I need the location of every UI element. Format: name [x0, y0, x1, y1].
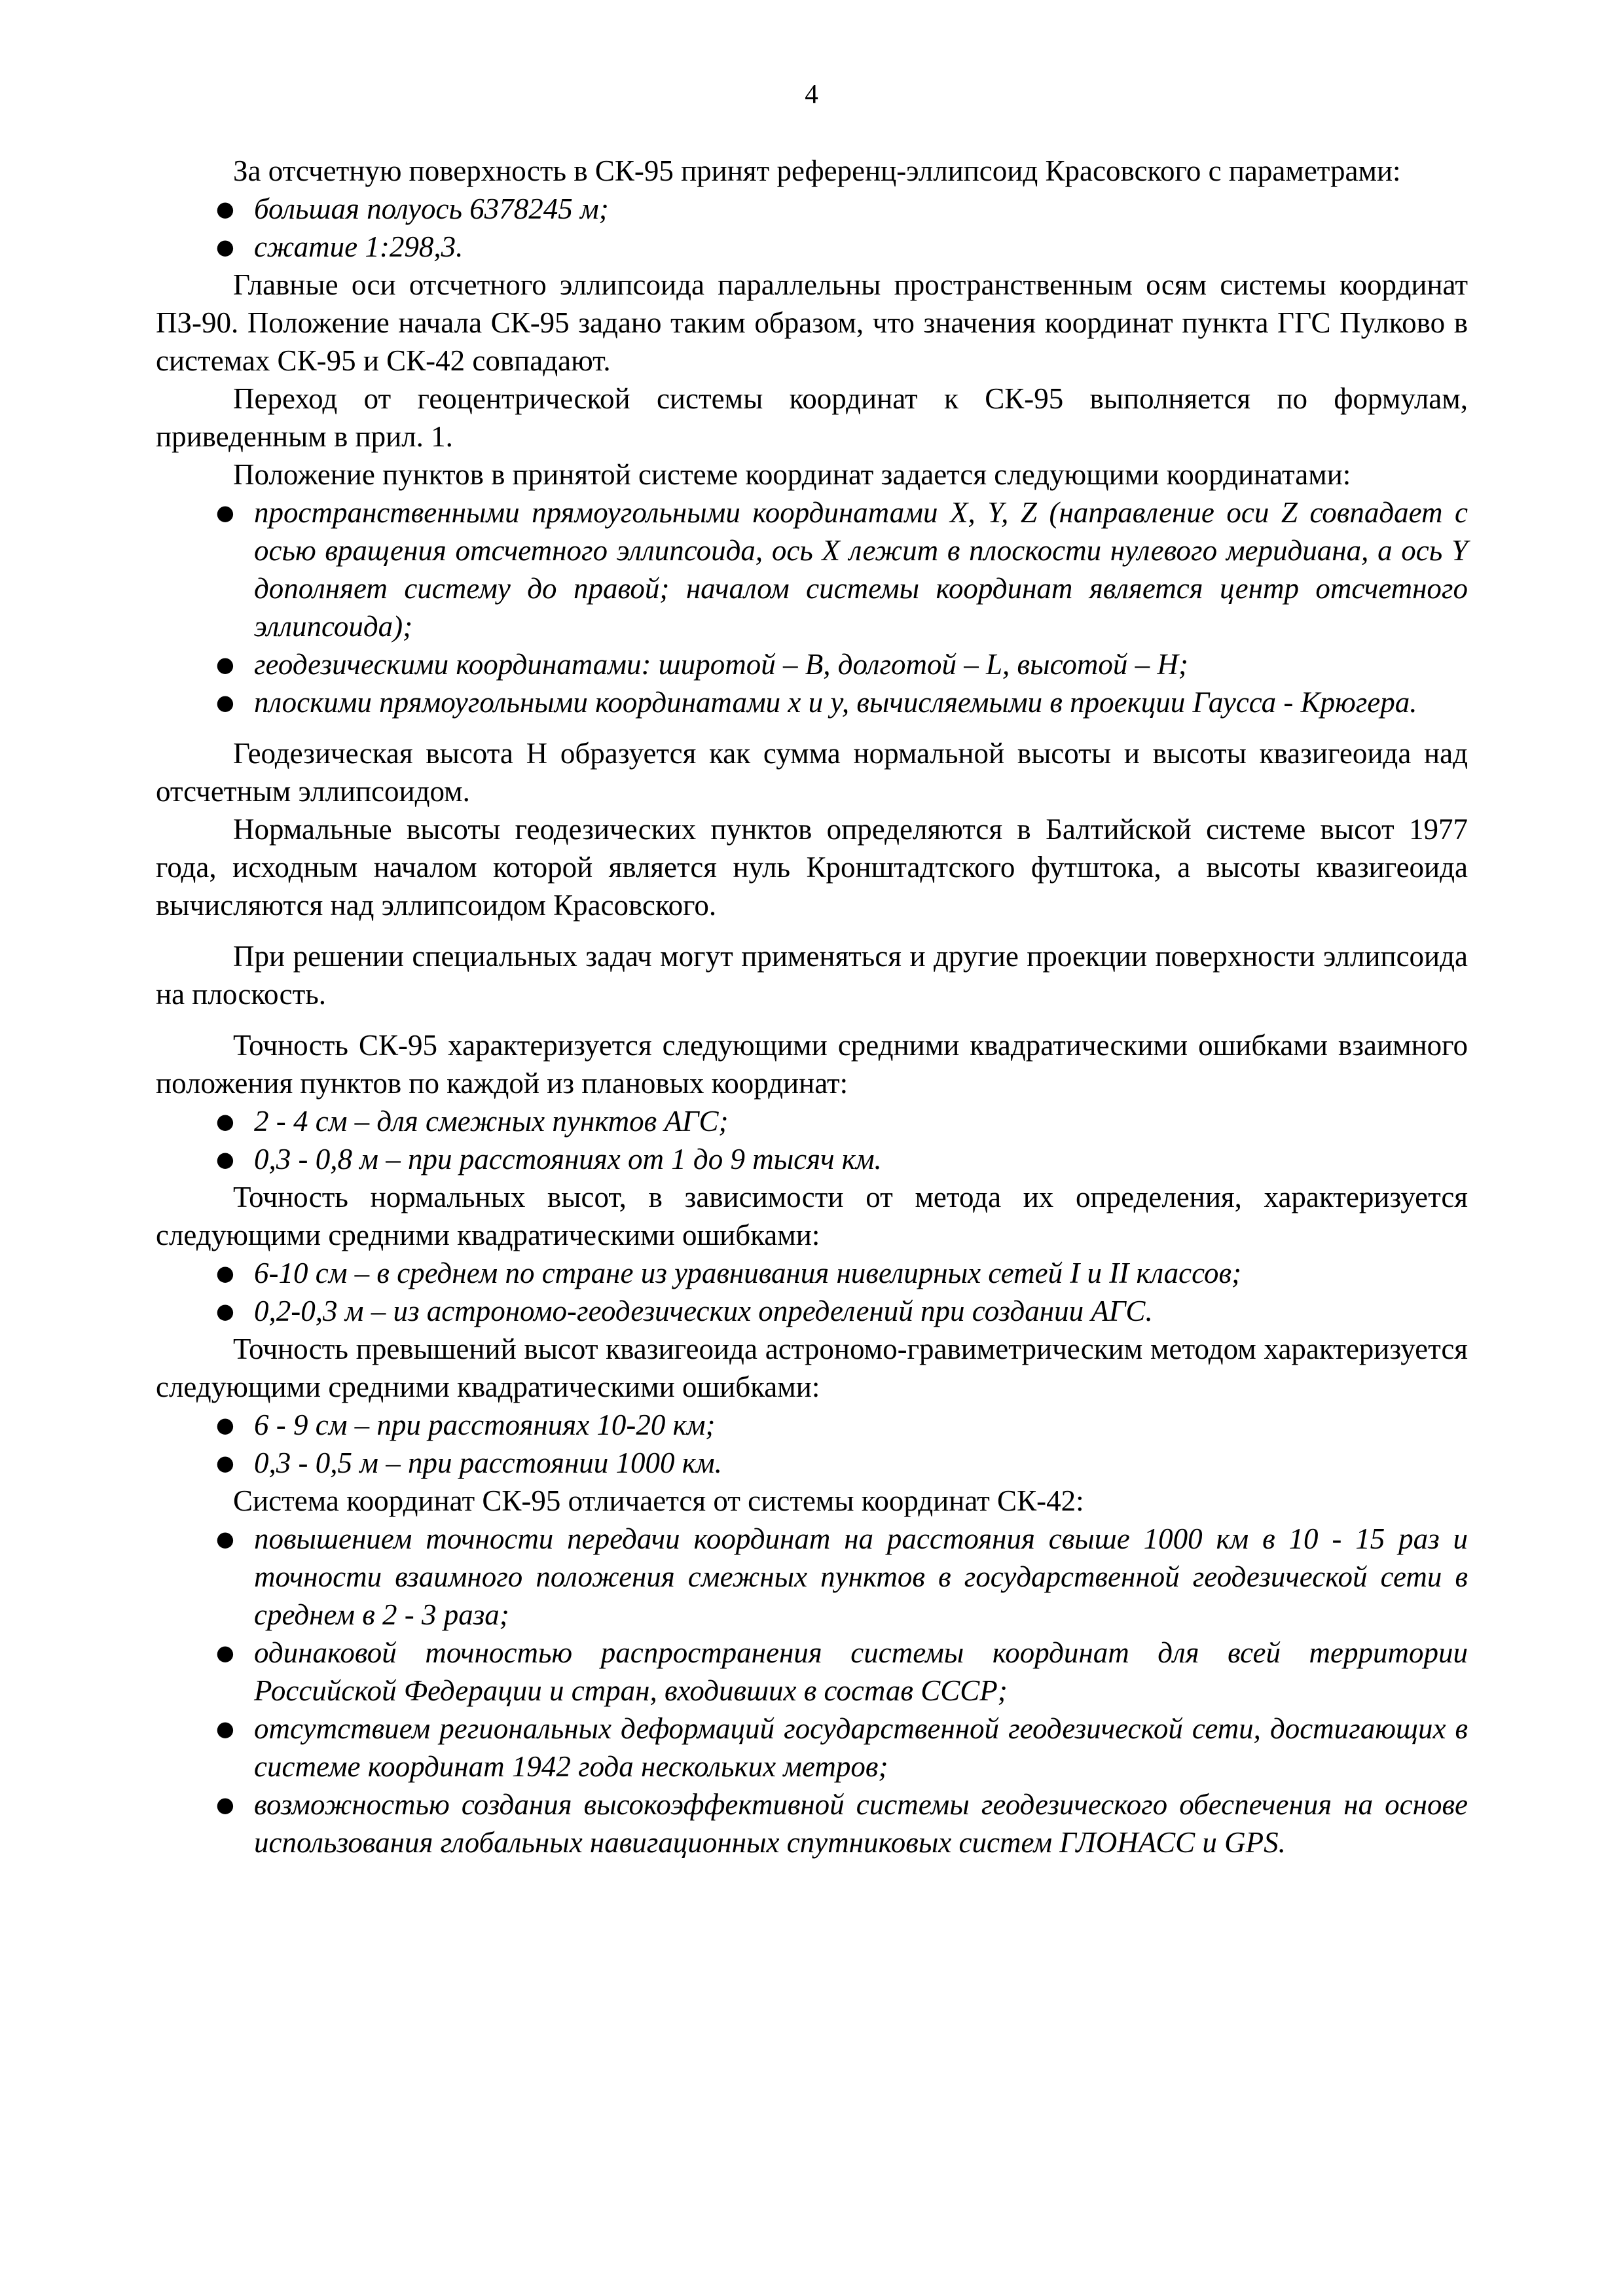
- paragraph: Геодезическая высота H образуется как сумма нормальной высоты и высоты квазигеоида над отсчетным эллипсоидом.: [156, 737, 1468, 808]
- list-item: [156, 493, 1468, 645]
- bullet-icon: ●: [216, 1261, 234, 1285]
- bullet-icon: ●: [216, 234, 234, 259]
- list-item: [156, 1785, 1468, 1861]
- list-item-text: одинаковой точностью распространения системы координат для всей территории Российской Федерации и стран, входивших в состав СССР;: [254, 1636, 1468, 1707]
- list-item: [156, 1140, 1468, 1178]
- list-item-text: 0,3 - 0,8 м – при расстояниях от 1 до 9 тысяч км.: [254, 1143, 882, 1175]
- bullet-icon: ●: [216, 1792, 234, 1817]
- list-item: [156, 1102, 1468, 1140]
- paragraph: Точность СК-95 характеризуется следующими средними квадратическими ошибками взаимного положения пунктов по каждой из плановых координат:: [156, 1029, 1468, 1100]
- list-item: [156, 228, 1468, 266]
- paragraph: За отсчетную поверхность в СК-95 принят референц-эллипсоид Красовского с параметрами:: [233, 154, 1401, 187]
- bullet-list: [156, 493, 1468, 721]
- list-item: [156, 683, 1468, 721]
- list-item: [156, 190, 1468, 228]
- paragraph: Переход от геоцентрической системы координат к СК-95 выполняется по формулам, приведенным в прил. 1.: [156, 382, 1468, 453]
- list-item-text: пространственными прямоугольными координатами X, Y, Z (направление оси Z совпадает с осью вращения отсчетного эллипсоида, ось X лежит в плоскости нулевого меридиана, а ось Y дополняет систему до правой; началом системы координат является центр отсчетного эллипсоида);: [254, 496, 1468, 643]
- list-item: [156, 1444, 1468, 1482]
- list-item-text: 0,2-0,3 м – из астрономо-геодезических определений при создании АГС.: [254, 1295, 1153, 1327]
- bullet-icon: ●: [216, 1450, 234, 1475]
- bullet-icon: ●: [216, 500, 234, 525]
- list-item: [156, 1520, 1468, 1634]
- list-item-text: большая полуось 6378245 м;: [254, 192, 609, 225]
- paragraph: Система координат СК-95 отличается от системы координат СК-42:: [233, 1484, 1084, 1517]
- list-item-text: отсутствием региональных деформаций государственной геодезической сети, достигающих в системе координат 1942 года нескольких метров;: [254, 1712, 1468, 1783]
- bullet-list: [156, 1102, 1468, 1178]
- list-item-text: плоскими прямоугольными координатами x и y, вычисляемыми в проекции Гаусса - Крюгера.: [254, 686, 1417, 719]
- list-item-text: сжатие 1:298,3.: [254, 230, 464, 263]
- list-item: [156, 1254, 1468, 1292]
- bullet-icon: ●: [216, 1640, 234, 1665]
- bullet-icon: ●: [216, 652, 234, 677]
- list-item-text: 6 - 9 см – при расстояниях 10-20 км;: [254, 1408, 716, 1441]
- bullet-icon: ●: [216, 196, 234, 221]
- list-item-text: 2 - 4 см – для смежных пунктов АГС;: [254, 1105, 729, 1138]
- paragraph: Точность нормальных высот, в зависимости от метода их определения, характеризуется следующими средними квадратическими ошибками:: [156, 1181, 1468, 1251]
- paragraph: Нормальные высоты геодезических пунктов определяются в Балтийской системе высот 1977 года, исходным началом которой является нуль Кронштадтского футштока, а высоты квазигеоида вычисляются над эллипсоидом Красовского.: [156, 813, 1468, 922]
- page-number: 4: [805, 79, 818, 109]
- paragraph: При решении специальных задач могут применяться и другие проекции поверхности эллипсоида на плоскость.: [156, 940, 1468, 1011]
- paragraph: Точность превышений высот квазигеоида астрономо-гравиметрическим методом характеризуется следующими средними квадратическими ошибками:: [156, 1333, 1468, 1403]
- list-item: [156, 1292, 1468, 1330]
- list-item: [156, 1406, 1468, 1444]
- bullet-icon: ●: [216, 1412, 234, 1437]
- bullet-icon: ●: [216, 1716, 234, 1741]
- list-item-text: геодезическими координатами: широтой – B, долготой – L, высотой – H;: [254, 648, 1188, 681]
- paragraph: Главные оси отсчетного эллипсоида параллельны пространственным осям системы координат ПЗ-90. Положение начала СК-95 задано таким образом, что значения координат пункта ГГС Пулково в системах СК-95 и СК-42 совпадают.: [156, 268, 1468, 377]
- bullet-list: [156, 190, 1468, 266]
- list-item-text: повышением точности передачи координат на расстояния свыше 1000 км в 10 - 15 раз и точности взаимного положения смежных пунктов в государственной геодезической сети в среднем в 2 - 3 раза;: [254, 1522, 1468, 1631]
- document-body: [156, 152, 1468, 1861]
- bullet-icon: ●: [216, 1147, 234, 1172]
- list-item: [156, 1710, 1468, 1785]
- bullet-icon: ●: [216, 1526, 234, 1551]
- bullet-list: [156, 1406, 1468, 1482]
- paragraph: Положение пунктов в принятой системе координат задается следующими координатами:: [233, 458, 1351, 491]
- bullet-icon: ●: [216, 1109, 234, 1134]
- list-item-text: 0,3 - 0,5 м – при расстоянии 1000 км.: [254, 1446, 722, 1479]
- bullet-list: [156, 1254, 1468, 1330]
- bullet-list: [156, 1520, 1468, 1861]
- bullet-icon: ●: [216, 690, 234, 715]
- list-item-text: возможностью создания высокоэффективной системы геодезического обеспечения на основе использования глобальных навигационных спутниковых систем ГЛОНАСС и GPS.: [254, 1788, 1468, 1859]
- bullet-icon: ●: [216, 1299, 234, 1323]
- list-item: [156, 645, 1468, 683]
- list-item-text: 6-10 см – в среднем по стране из уравнивания нивелирных сетей I и II классов;: [254, 1257, 1241, 1289]
- list-item: [156, 1634, 1468, 1710]
